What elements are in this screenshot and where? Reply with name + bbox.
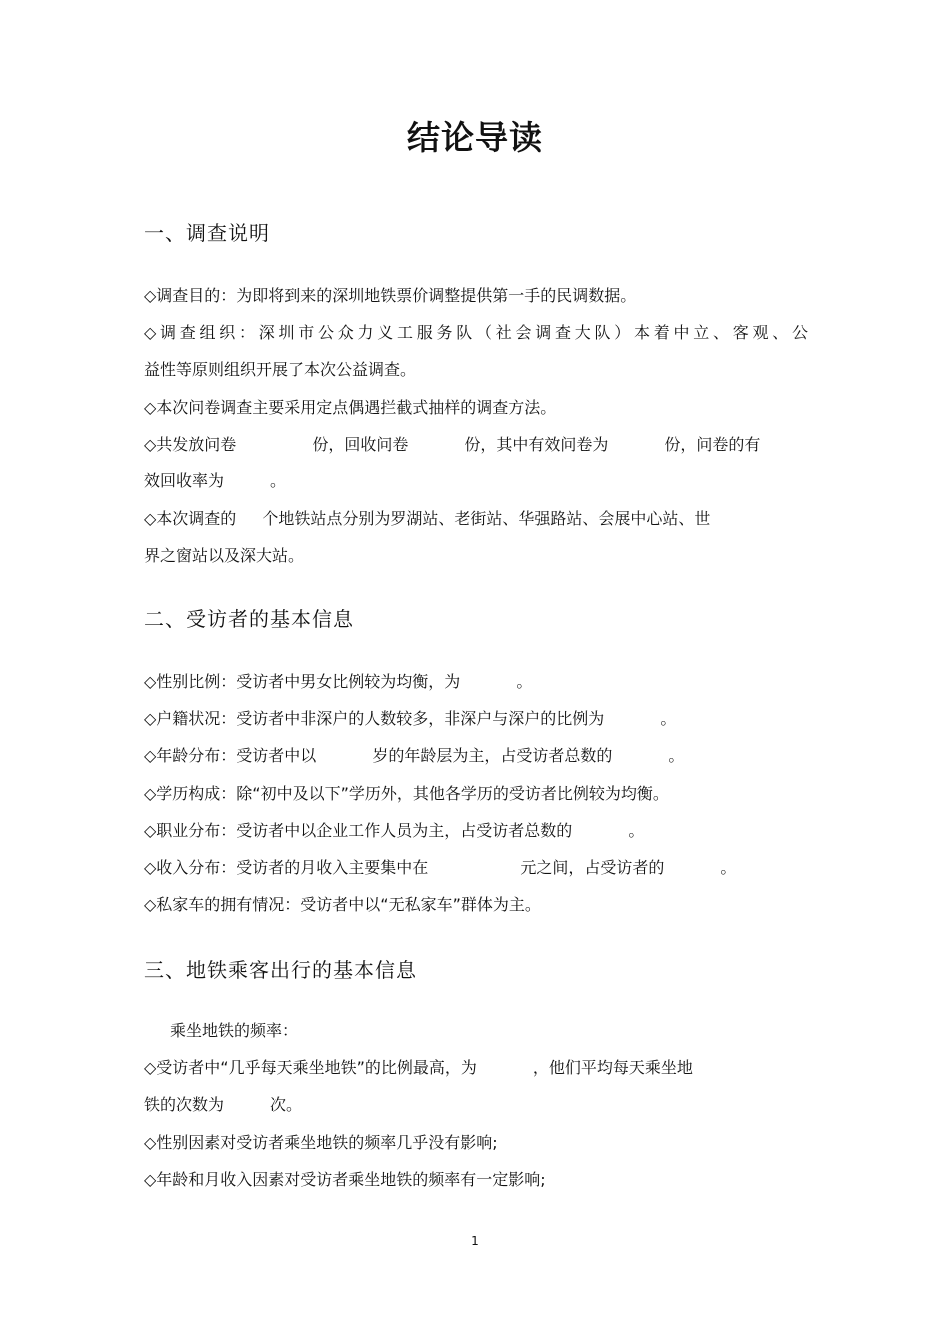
age-text-c: 。	[668, 746, 685, 765]
hukou-status	[144, 709, 676, 729]
occupation-text-a: ◇职业分布：受访者中以企业工作人员为主，占受访者总数的	[144, 821, 573, 840]
survey-organization-line-1: ◇调查组织：深圳市公众力义工服务队（社会调查大队）本着中立、客观、公	[144, 323, 808, 342]
education: ◇学历构成：除“初中及以下”学历外，其他各学历的受访者比例较为均衡。	[144, 784, 669, 803]
survey-purpose: ◇调查目的：为即将到来的深圳地铁票价调整提供第一手的民调数据。	[144, 286, 637, 305]
stations-line-1	[144, 509, 710, 529]
frequency-text-b: ，他们平均每天乘坐地	[532, 1058, 693, 1077]
age-income-effect: ◇年龄和月收入因素对受访者乘坐地铁的频率有一定影响;	[144, 1170, 546, 1189]
hukou-text-a: ◇户籍状况：受访者中非深户的人数较多，非深户与深户的比例为	[144, 709, 605, 728]
page-number: 1	[471, 1234, 479, 1248]
income-distribution	[144, 858, 736, 878]
gender-effect: ◇性别因素对受访者乘坐地铁的频率几乎没有影响;	[144, 1133, 498, 1152]
recovery-rate-text-b: 。	[270, 471, 287, 490]
distribution-text-a: ◇共发放问卷	[144, 435, 237, 454]
occupation-text-b: 。	[628, 821, 645, 840]
distribution-text-c: 份，其中有效问卷为	[464, 435, 609, 454]
income-text-a: ◇收入分布：受访者的月收入主要集中在	[144, 858, 429, 877]
stations-line-2: 界之窗站以及深大站。	[144, 546, 305, 565]
hukou-text-b: 。	[660, 709, 677, 728]
frequency-line-2	[144, 1095, 302, 1115]
occupation	[144, 821, 644, 841]
distribution-text-b: 份，回收问卷	[312, 435, 409, 454]
frequency-text-a: ◇受访者中“几乎每天乘坐地铁”的比例最高，为	[144, 1058, 477, 1077]
income-text-c: 。	[720, 858, 737, 877]
private-car: ◇私家车的拥有情况：受访者中以“无私家车”群体为主。	[144, 895, 541, 914]
gender-text-b: 。	[516, 672, 533, 691]
questionnaire-distribution-line-2	[144, 471, 286, 491]
age-text-a: ◇年龄分布：受访者中以	[144, 746, 317, 765]
income-text-b: 元之间，占受访者的	[520, 858, 665, 877]
age-distribution	[144, 746, 684, 766]
section-heading-survey: 一、调查说明	[144, 221, 270, 245]
page-title: 结论导读	[407, 118, 543, 157]
distribution-text-d: 份，问卷的有	[664, 435, 761, 454]
section-heading-travel: 三、地铁乘客出行的基本信息	[144, 958, 417, 982]
questionnaire-distribution-line-1	[144, 435, 760, 455]
stations-text-a: ◇本次调查的	[144, 509, 237, 528]
stations-text-b: 个地铁站点分别为罗湖站、老街站、华强路站、会展中心站、世	[262, 509, 711, 528]
survey-method: ◇本次问卷调查主要采用定点偶遇拦截式抽样的调查方法。	[144, 398, 557, 417]
frequency-line-1	[144, 1058, 693, 1078]
frequency-count-text-b: 次。	[270, 1095, 303, 1114]
recovery-rate-text-a: 效回收率为	[144, 471, 225, 490]
gender-ratio	[144, 672, 532, 692]
survey-organization-line-2: 益性等原则组织开展了本次公益调查。	[144, 360, 417, 379]
section-heading-respondents: 二、受访者的基本信息	[144, 607, 354, 631]
frequency-count-text-a: 铁的次数为	[144, 1095, 225, 1114]
gender-text-a: ◇性别比例：受访者中男女比例较为均衡，为	[144, 672, 461, 691]
frequency-subtitle: 乘坐地铁的频率：	[170, 1021, 299, 1040]
age-text-b: 岁的年龄层为主，占受访者总数的	[372, 746, 613, 765]
